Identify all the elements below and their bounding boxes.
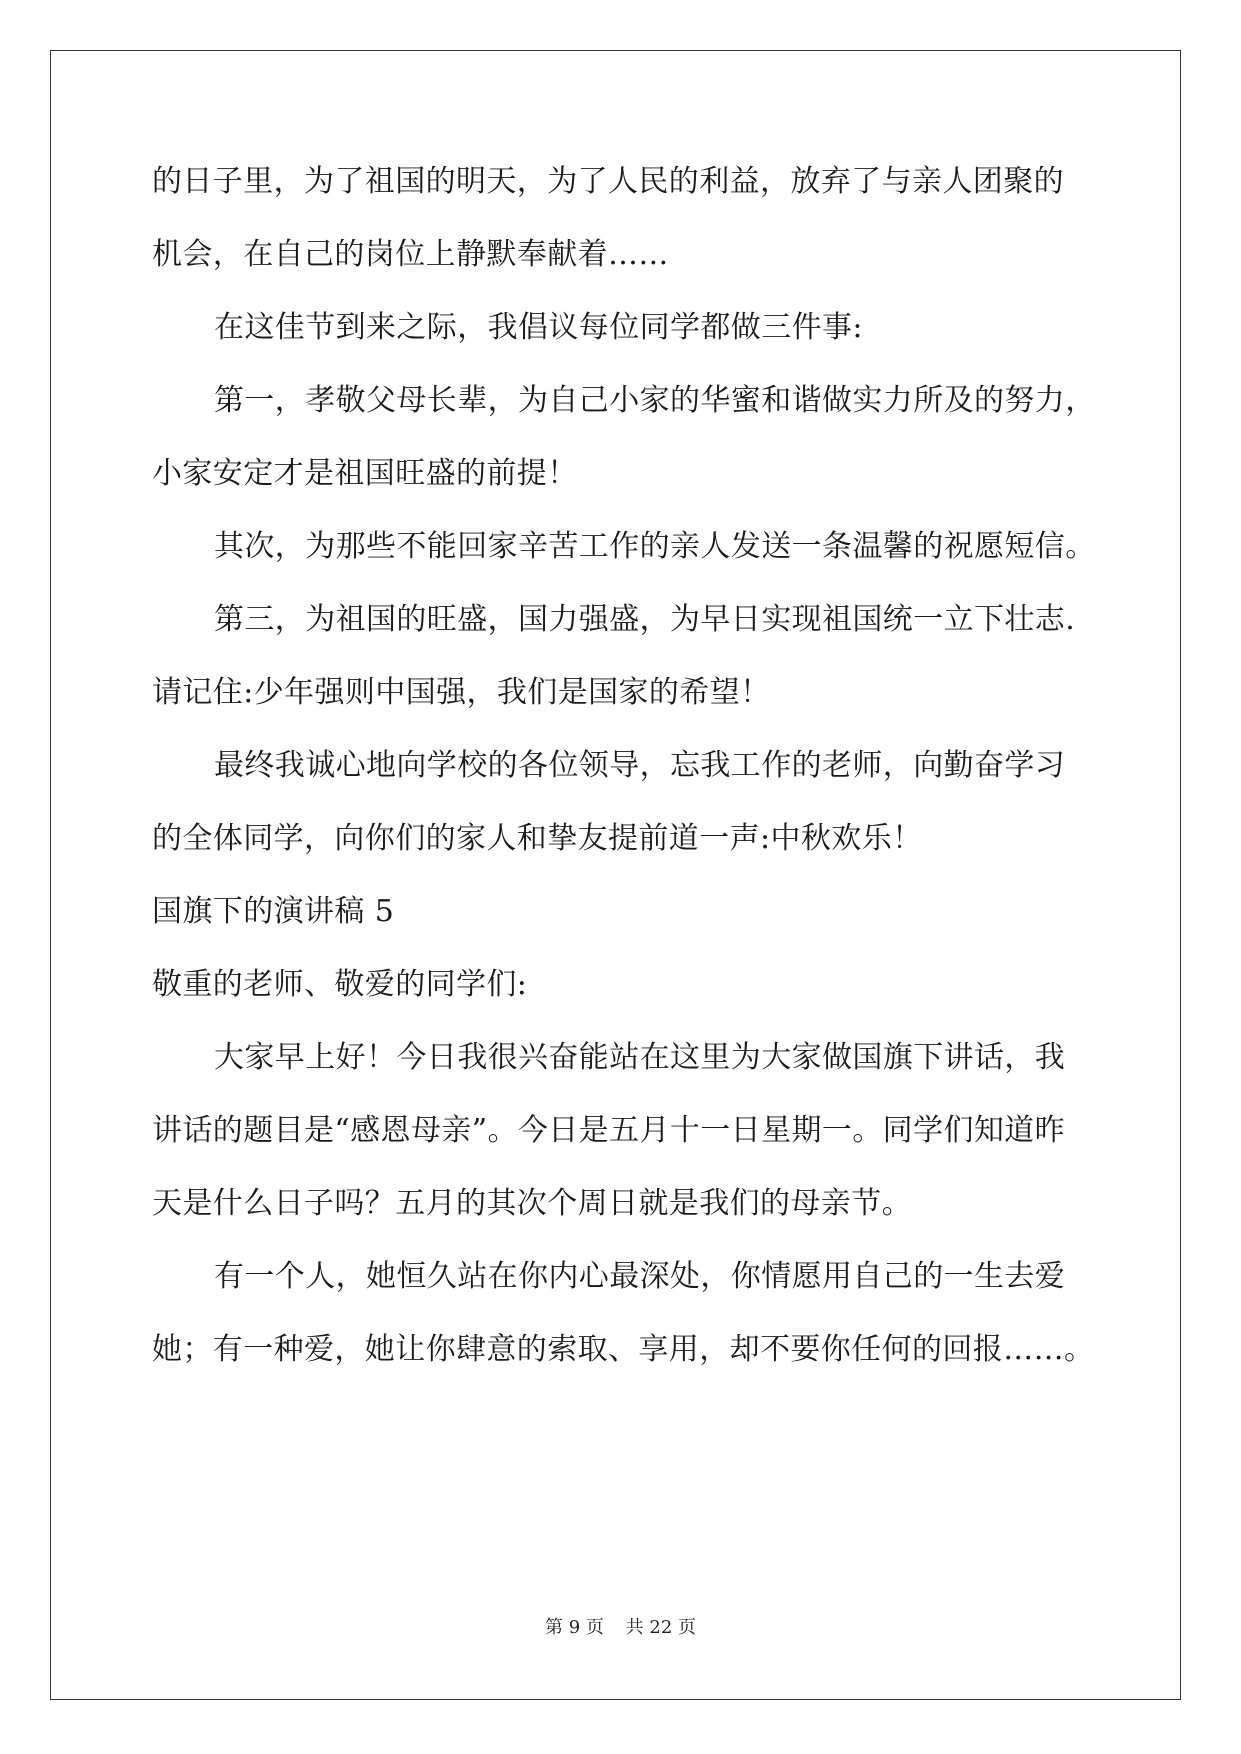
paragraph-line: 最终我诚心地向学校的各位领导，忘我工作的老师，向勤奋学习 [214, 748, 1066, 783]
section-title: 国旗下的演讲稿 5 [152, 894, 395, 929]
paragraph-line: 大家早上好！今日我很兴奋能站在这里为大家做国旗下讲话，我 [214, 1040, 1066, 1075]
paragraph-line: 的全体同学，向你们的家人和挚友提前道一声:中秋欢乐！ [152, 821, 923, 856]
paragraph-line: 机会，在自己的岗位上静默奉献着…… [152, 237, 669, 272]
paragraph-line: 第三，为祖国的旺盛，国力强盛，为早日实现祖国统一立下壮志. [214, 602, 1076, 637]
paragraph-line: 请记住:少年强则中国强，我们是国家的希望！ [152, 675, 771, 710]
paragraph-line: 在这佳节到来之际，我倡议每位同学都做三件事: [214, 310, 863, 345]
page-border [50, 50, 1181, 1700]
paragraph-line: 第一，孝敬父母长辈，为自己小家的华蜜和谐做实力所及的努力， [214, 383, 1096, 418]
page-footer [0, 1613, 1241, 1639]
paragraph-line: 她；有一种爱，她让你肆意的索取、享用，却不要你任何的回报……。 [152, 1332, 1095, 1367]
paragraph-line: 讲话的题目是“感恩母亲”。今日是五月十一日星期一。同学们知道昨 [152, 1113, 1066, 1148]
salutation: 敬重的老师、敬爱的同学们: [152, 967, 528, 1002]
page-number: 第 9 页 [545, 1617, 604, 1638]
paragraph-line: 其次，为那些不能回家辛苦工作的亲人发送一条温馨的祝愿短信。 [214, 529, 1096, 564]
paragraph-line: 有一个人，她恒久站在你内心最深处，你情愿用自己的一生去爱 [214, 1259, 1066, 1294]
paragraph-line: 天是什么日子吗？五月的其次个周日就是我们的母亲节。 [152, 1186, 912, 1221]
paragraph-line: 小家安定才是祖国旺盛的前提！ [152, 456, 578, 491]
paragraph-line: 的日子里，为了祖国的明天，为了人民的利益，放弃了与亲人团聚的 [152, 164, 1064, 199]
page-total: 共 22 页 [625, 1617, 696, 1638]
